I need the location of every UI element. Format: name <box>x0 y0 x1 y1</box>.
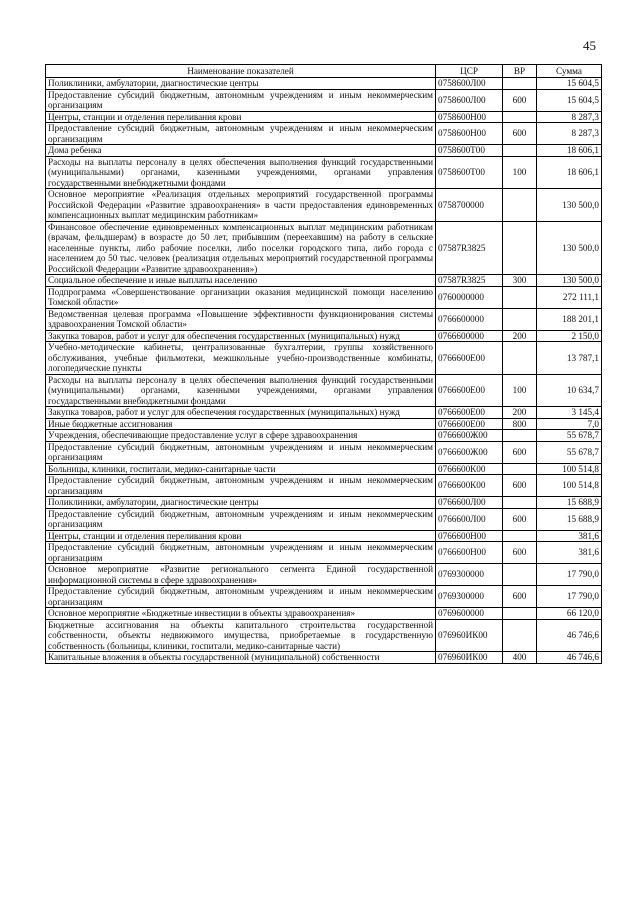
row-name-cell: Предоставление субсидий бюджетным, автономным учреждениям и иным некоммерческим организациям <box>46 89 436 111</box>
row-sum-cell: 2 150,0 <box>537 330 602 342</box>
row-csr-cell: 0766600Л00 <box>436 508 503 530</box>
table-row <box>46 608 602 620</box>
row-sum-cell: 17 790,0 <box>537 564 602 586</box>
table-row <box>46 156 602 189</box>
row-vr-cell: 200 <box>503 407 537 419</box>
row-name-cell: Социальное обеспечение и иные выплаты населению <box>46 275 436 287</box>
row-csr-cell: 0766600Ж00 <box>436 430 503 442</box>
table-row <box>46 475 602 497</box>
row-name-cell: Учебно-методические кабинеты, централизованные бухгалтерии, группы хозяйственного обслуживания, учебные фильмотеки, межшкольные учебно-производственные комбинаты, логопедические пункты <box>46 342 436 375</box>
row-name-cell: Предоставление субсидий бюджетным, автономным учреждениям и иным некоммерческим организациям <box>46 475 436 497</box>
row-vr-cell: 600 <box>503 89 537 111</box>
row-name-cell: Закупка товаров, работ и услуг для обеспечения государственных (муниципальных) нужд <box>46 330 436 342</box>
table-row <box>46 497 602 509</box>
table-row <box>46 441 602 463</box>
row-sum-cell: 15 604,5 <box>537 78 602 90</box>
table-row <box>46 530 602 542</box>
row-csr-cell: 0769300000 <box>436 586 503 608</box>
row-name-cell: Больницы, клиники, госпитали, медико-санитарные части <box>46 463 436 475</box>
row-name-cell: Предоставление субсидий бюджетным, автономным учреждениям и иным некоммерческим организациям <box>46 542 436 564</box>
row-sum-cell: 188 201,1 <box>537 308 602 330</box>
table-row <box>46 342 602 375</box>
row-vr-cell <box>503 286 537 308</box>
table-row <box>46 111 602 123</box>
table-row <box>46 221 602 275</box>
row-vr-cell <box>503 111 537 123</box>
row-csr-cell: 0766600К00 <box>436 463 503 475</box>
row-vr-cell: 600 <box>503 441 537 463</box>
row-vr-cell: 100 <box>503 374 537 407</box>
row-name-cell: Центры, станции и отделения переливания крови <box>46 111 436 123</box>
row-csr-cell: 0758600Т00 <box>436 156 503 189</box>
row-name-cell: Капитальные вложения в объекты государственной (муниципальной) собственности <box>46 652 436 664</box>
row-vr-cell <box>503 608 537 620</box>
row-name-cell: Предоставление субсидий бюджетным, автономным учреждениям и иным некоммерческим организациям <box>46 123 436 145</box>
row-csr-cell: 07587R3825 <box>436 275 503 287</box>
row-sum-cell: 8 287,3 <box>537 111 602 123</box>
table-row <box>46 564 602 586</box>
row-vr-cell: 600 <box>503 586 537 608</box>
table-row <box>46 286 602 308</box>
row-vr-cell: 300 <box>503 275 537 287</box>
row-vr-cell: 600 <box>503 123 537 145</box>
row-name-cell: Расходы на выплаты персоналу в целях обеспечения выполнения функций государственными (муниципальными) органами, казенными учреждениями, органами управления государственными внебюджетными фондами <box>46 156 436 189</box>
row-sum-cell: 66 120,0 <box>537 608 602 620</box>
row-sum-cell: 130 500,0 <box>537 189 602 222</box>
row-sum-cell: 130 500,0 <box>537 275 602 287</box>
row-name-cell: Ведомственная целевая программа «Повышение эффективности функционирования системы здравоохранения Томской области» <box>46 308 436 330</box>
row-sum-cell: 3 145,4 <box>537 407 602 419</box>
row-vr-cell <box>503 78 537 90</box>
row-csr-cell: 07587R3825 <box>436 221 503 275</box>
row-name-cell: Закупка товаров, работ и услуг для обеспечения государственных (муниципальных) нужд <box>46 407 436 419</box>
row-sum-cell: 46 746,6 <box>537 619 602 652</box>
row-csr-cell: 0758600Н00 <box>436 111 503 123</box>
row-sum-cell: 18 606,1 <box>537 156 602 189</box>
row-sum-cell: 13 787,1 <box>537 342 602 375</box>
row-name-cell: Поликлиники, амбулатории, диагностические центры <box>46 78 436 90</box>
row-vr-cell <box>503 530 537 542</box>
row-vr-cell: 800 <box>503 418 537 430</box>
row-name-cell: Подпрограмма «Совершенствование организации оказания медицинской помощи населению Томской области» <box>46 286 436 308</box>
row-name-cell: Основное мероприятие «Бюджетные инвестиции в объекты здравоохранения» <box>46 608 436 620</box>
row-name-cell: Расходы на выплаты персоналу в целях обеспечения выполнения функций государственными (муниципальными) органами, казенными учреждениями, органами управления государственными внебюджетными фондами <box>46 374 436 407</box>
table-header-row <box>46 65 602 78</box>
row-vr-cell <box>503 189 537 222</box>
row-csr-cell: 0758600Н00 <box>436 123 503 145</box>
row-vr-cell <box>503 564 537 586</box>
row-vr-cell <box>503 430 537 442</box>
header-csr: ЦСР <box>436 65 503 78</box>
row-sum-cell: 17 790,0 <box>537 586 602 608</box>
row-name-cell: Бюджетные ассигнования на объекты капитального строительства государственной собственности, объекты недвижимого имущества, приобретаемые в государственную собственность (больницы, клиники, госпитали, медико-санитарные части) <box>46 619 436 652</box>
header-name: Наименование показателей <box>46 65 436 78</box>
table-row <box>46 418 602 430</box>
row-vr-cell <box>503 342 537 375</box>
row-name-cell: Предоставление субсидий бюджетным, автономным учреждениям и иным некоммерческим организациям <box>46 441 436 463</box>
page-number: 45 <box>583 38 596 53</box>
row-csr-cell: 076960ИК00 <box>436 652 503 664</box>
table-row <box>46 145 602 157</box>
row-csr-cell: 0758600Л00 <box>436 89 503 111</box>
row-csr-cell: 0769300000 <box>436 564 503 586</box>
row-name-cell: Иные бюджетные ассигнования <box>46 418 436 430</box>
row-csr-cell: 0769600000 <box>436 608 503 620</box>
table-row <box>46 308 602 330</box>
row-sum-cell: 15 604,5 <box>537 89 602 111</box>
row-name-cell: Основное мероприятие «Развитие регионального сегмента Единой государственной информационной системы в сфере здравоохранения» <box>46 564 436 586</box>
row-sum-cell: 8 287,3 <box>537 123 602 145</box>
row-sum-cell: 10 634,7 <box>537 374 602 407</box>
row-name-cell: Центры, станции и отделения переливания крови <box>46 530 436 542</box>
table-row <box>46 330 602 342</box>
table-row <box>46 374 602 407</box>
row-sum-cell: 46 746,6 <box>537 652 602 664</box>
header-sum: Сумма <box>537 65 602 78</box>
row-vr-cell <box>503 221 537 275</box>
row-vr-cell: 200 <box>503 330 537 342</box>
row-csr-cell: 0766600Е00 <box>436 342 503 375</box>
row-csr-cell: 0766600Ж00 <box>436 441 503 463</box>
row-sum-cell: 18 606,1 <box>537 145 602 157</box>
table-row <box>46 542 602 564</box>
row-sum-cell: 100 514,8 <box>537 463 602 475</box>
table-row <box>46 430 602 442</box>
row-csr-cell: 0758600Л00 <box>436 78 503 90</box>
row-sum-cell: 100 514,8 <box>537 475 602 497</box>
table-row <box>46 275 602 287</box>
header-vr: ВР <box>503 65 537 78</box>
row-csr-cell: 0766600000 <box>436 330 503 342</box>
row-vr-cell: 600 <box>503 542 537 564</box>
table-row <box>46 463 602 475</box>
row-sum-cell: 7,0 <box>537 418 602 430</box>
table-row <box>46 89 602 111</box>
row-sum-cell: 15 688,9 <box>537 508 602 530</box>
row-vr-cell: 600 <box>503 475 537 497</box>
row-name-cell: Финансовое обеспечение единовременных компенсационных выплат медицинским работникам (врачам, фельдшерам) в возрасте до 50 лет, прибывшим (переехавшим) на работу в сельские населенные пункты, либо рабочие поселки, либо поселки городского типа, либо города с населением до 50 тыс. человек (реализация отдельных мероприятий государственной программы Российской Федерации «Развитие здравоохранения») <box>46 221 436 275</box>
row-vr-cell <box>503 145 537 157</box>
row-csr-cell: 0766600Н00 <box>436 542 503 564</box>
row-csr-cell: 0766600К00 <box>436 475 503 497</box>
row-sum-cell: 55 678,7 <box>537 430 602 442</box>
row-csr-cell: 0760000000 <box>436 286 503 308</box>
budget-table <box>45 64 602 664</box>
row-sum-cell: 272 111,1 <box>537 286 602 308</box>
row-csr-cell: 0766600Л00 <box>436 497 503 509</box>
row-csr-cell: 076960ИК00 <box>436 619 503 652</box>
row-sum-cell: 15 688,9 <box>537 497 602 509</box>
row-csr-cell: 0766600Е00 <box>436 374 503 407</box>
row-csr-cell: 0766600Е00 <box>436 418 503 430</box>
table-row <box>46 619 602 652</box>
row-name-cell: Учреждения, обеспечивающие предоставление услуг в сфере здравоохранения <box>46 430 436 442</box>
row-sum-cell: 55 678,7 <box>537 441 602 463</box>
table-row <box>46 78 602 90</box>
row-vr-cell <box>503 619 537 652</box>
row-sum-cell: 381,6 <box>537 530 602 542</box>
table-row <box>46 123 602 145</box>
row-sum-cell: 381,6 <box>537 542 602 564</box>
row-vr-cell: 400 <box>503 652 537 664</box>
row-vr-cell: 100 <box>503 156 537 189</box>
row-name-cell: Основное мероприятие «Реализация отдельных мероприятий государственной программы Российской Федерации «Развитие здравоохранения» в части предоставления единовременных компенсационных выплат медицинским работникам» <box>46 189 436 222</box>
row-name-cell: Дома ребенка <box>46 145 436 157</box>
table-row <box>46 189 602 222</box>
row-vr-cell <box>503 463 537 475</box>
row-name-cell: Предоставление субсидий бюджетным, автономным учреждениям и иным некоммерческим организациям <box>46 586 436 608</box>
table-row <box>46 586 602 608</box>
row-name-cell: Предоставление субсидий бюджетным, автономным учреждениям и иным некоммерческим организациям <box>46 508 436 530</box>
row-name-cell: Поликлиники, амбулатории, диагностические центры <box>46 497 436 509</box>
row-csr-cell: 0766600Е00 <box>436 407 503 419</box>
table-row <box>46 508 602 530</box>
table-row <box>46 652 602 664</box>
row-vr-cell: 600 <box>503 508 537 530</box>
row-vr-cell <box>503 497 537 509</box>
table-row <box>46 407 602 419</box>
row-vr-cell <box>503 308 537 330</box>
row-csr-cell: 0766600Н00 <box>436 530 503 542</box>
row-csr-cell: 0766600000 <box>436 308 503 330</box>
row-csr-cell: 0758700000 <box>436 189 503 222</box>
row-sum-cell: 130 500,0 <box>537 221 602 275</box>
row-csr-cell: 0758600Т00 <box>436 145 503 157</box>
